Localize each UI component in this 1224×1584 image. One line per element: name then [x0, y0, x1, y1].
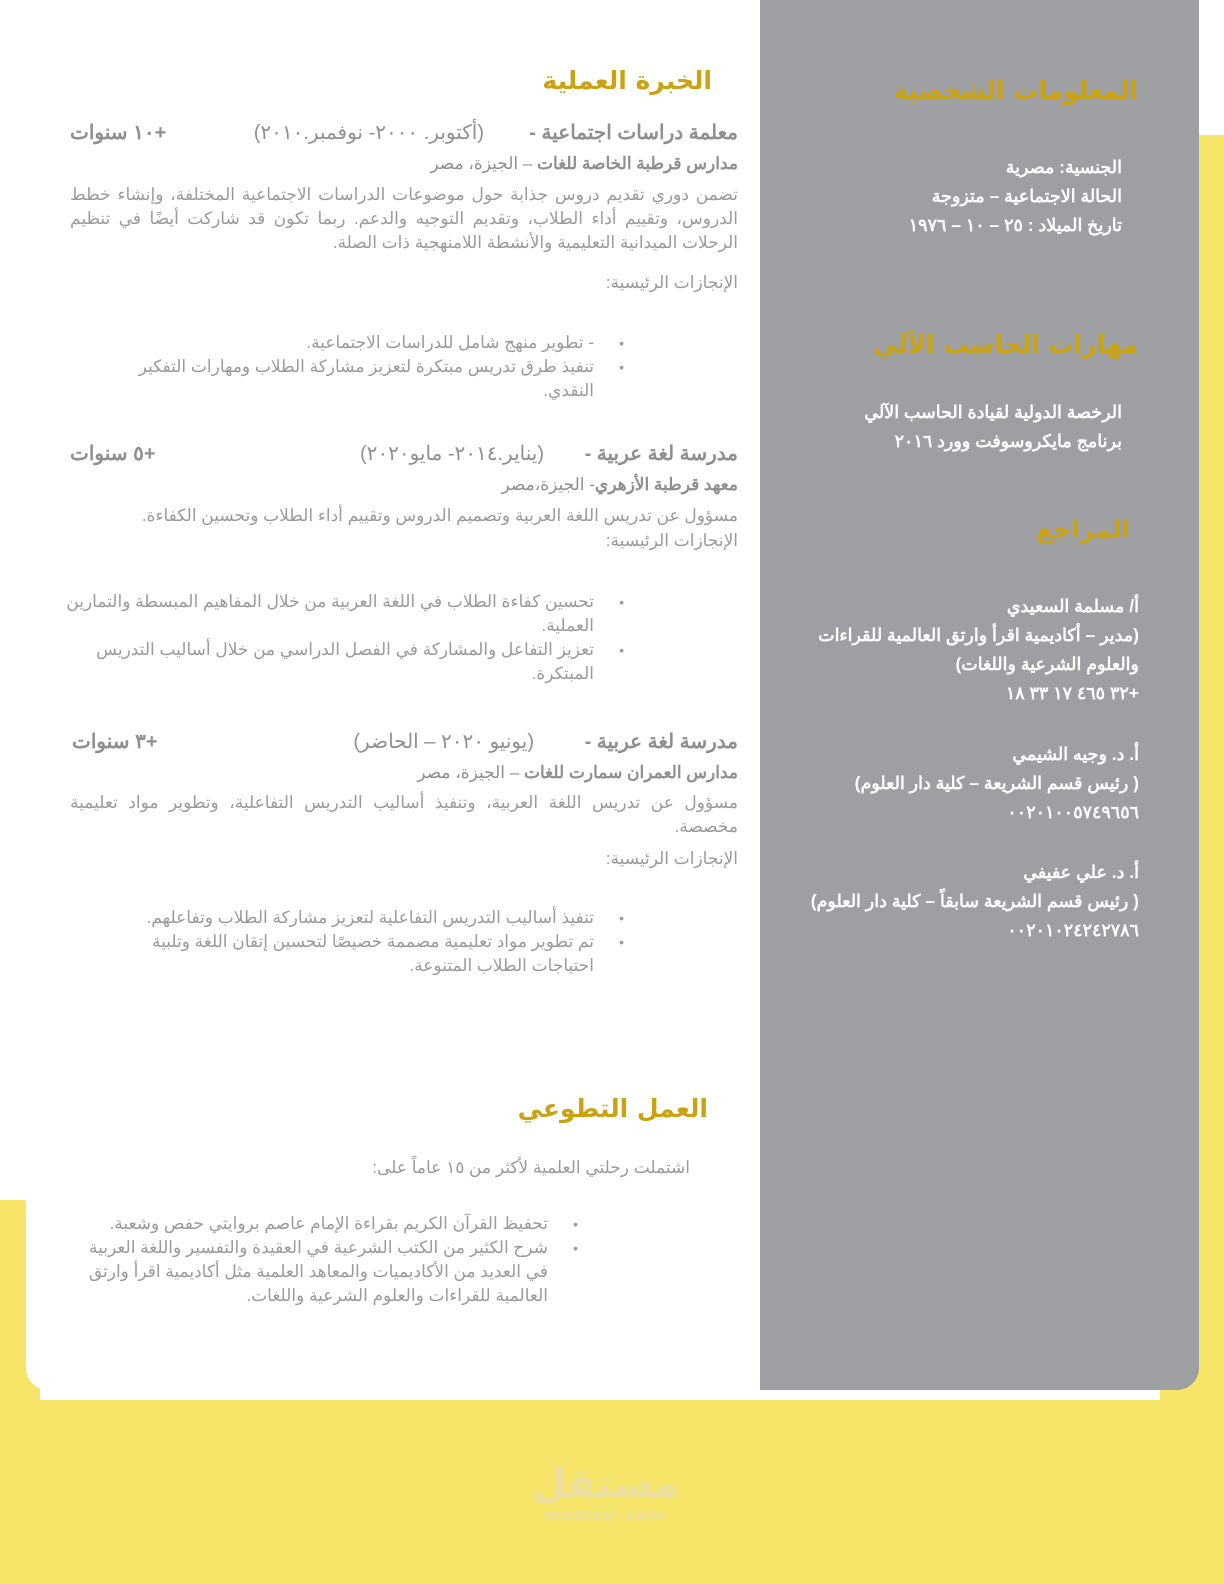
volunteer-list — [72, 1212, 578, 1308]
computer-skill: برنامج مايكروسوفت وورد ٢٠١٦ — [894, 431, 1122, 451]
achievements-list — [100, 906, 624, 978]
reference-name: أ. د. علي عفيفي — [1023, 862, 1139, 882]
list-item — [72, 1236, 578, 1308]
achievements-label: الإنجازات الرئيسية: — [605, 531, 738, 550]
list-item — [54, 638, 624, 686]
volunteer-title: العمل التطوعي — [517, 1094, 708, 1123]
organization-name: معهد قرطبة الأزهري — [594, 475, 738, 494]
watermark-latin: mostaql.com — [545, 1506, 665, 1524]
reference-name: أ. د. وجيه الشيمي — [1012, 744, 1139, 764]
job-period: (يناير.٢٠١٤- مايو٢٠٢٠) — [359, 443, 544, 465]
bullet-icon: • — [619, 594, 624, 610]
bullet-icon: • — [619, 359, 624, 375]
achievements-list — [100, 331, 624, 403]
mostaql-watermark — [525, 1462, 685, 1524]
achievements-label: الإنجازات الرئيسية: — [605, 273, 738, 292]
job-title: مدرسة لغة عربية - — [584, 731, 738, 753]
reference-name: أ/ مسلمة السعيدي — [1006, 596, 1139, 616]
job-organization — [430, 154, 738, 174]
list-item-text: تحسين كفاءة الطلاب في اللغة العربية من خلال المفاهيم المبسطة والتمارين العملية. — [66, 592, 594, 635]
list-item — [100, 930, 624, 978]
reference-role: والعلوم الشرعية واللغات) — [955, 654, 1139, 674]
job-description: تضمن دوري تقديم دروس جذابة حول موضوعات الدراسات الاجتماعية المختلفة، وإنشاء خطط الدروس، وتقييم أداء الطلاب، وتقديم التوجيه والدعم. ربما تكون قد شاركت أيضًا في تنظيم الرحلات الميدانية التعليمية والأنشطة اللامنهجية ذات الصلة. — [70, 185, 738, 252]
list-item-text: - تطوير منهج شامل للدراسات الاجتماعية. — [306, 333, 594, 352]
list-item-text: تم تطوير مواد تعليمية مصممة خصيصًا لتحسين إتقان اللغة وتلبية احتياجات الطلاب المتنوعة. — [151, 932, 594, 975]
organization-name: مدارس قرطبة الخاصة للغات — [537, 154, 738, 173]
watermark-arabic: مستقل — [531, 1461, 679, 1507]
bullet-icon: • — [619, 642, 624, 658]
list-item-text: تنفيذ أساليب التدريس التفاعلية لتعزيز مشاركة الطلاب وتفاعلهم. — [146, 908, 594, 927]
bullet-icon: • — [619, 910, 624, 926]
job-title: مدرسة لغة عربية - — [584, 443, 738, 465]
job-title: معلمة دراسات اجتماعية - — [529, 122, 738, 144]
list-item-text: تنفيذ طرق تدريس مبتكرة لتعزيز مشاركة الطلاب ومهارات التفكير النقدي. — [138, 357, 594, 400]
list-item — [100, 331, 624, 355]
computer-skills-title: مهارات الحاسب الآلي — [872, 330, 1138, 359]
job-organization — [417, 763, 738, 783]
volunteer-intro: اشتملت رحلتي العلمية لأكثر من ١٥ عاماً على: — [372, 1158, 690, 1177]
bullet-icon: • — [573, 1216, 578, 1232]
personal-info-block — [909, 153, 1122, 240]
marital-status: الحالة الاجتماعية – متزوجة — [931, 186, 1122, 206]
reference-role: (مدير – أكاديمية اقرأ وارتق العالمية للقراءات — [818, 625, 1139, 645]
reference-role: ( رئيس قسم الشريعة – كلية دار العلوم) — [854, 773, 1139, 793]
reference-phone: ٠٠٢٠١٠٢٤٢٤٢٧٨٦ — [1007, 920, 1139, 940]
organization-location: – الجيزة، مصر — [430, 154, 538, 173]
reference-3 — [811, 858, 1139, 945]
job-years: +٥ سنوات — [70, 443, 156, 465]
nationality: الجنسية: مصرية — [1005, 157, 1122, 177]
birth-date: تاريخ الميلاد : ٢٥ – ١٠ – ١٩٧٦ — [908, 215, 1122, 235]
list-item — [100, 906, 624, 930]
computer-skill: الرخصة الدولية لقيادة الحاسب الآلي — [864, 402, 1122, 422]
list-item-text: شرح الكثير من الكتب الشرعية في العقيدة والتفسير واللغة العربية في العديد من الأكاديميات والمعاهد العلمية مثل أكاديمية اقرأ وارتق العالمية للقراءات والعلوم الشرعية واللغات. — [88, 1238, 548, 1305]
job-description: مسؤول عن تدريس اللغة العربية وتصميم الدروس وتقييم أداء الطلاب وتحسين الكفاءة. — [141, 506, 738, 525]
reference-phone: ٠٠٢٠١٠٠٥٧٤٩٦٥٦ — [1007, 802, 1139, 822]
list-item-text: تعزيز التفاعل والمشاركة في الفصل الدراسي من خلال أساليب التدريس المبتكرة. — [96, 640, 594, 683]
computer-skills-block — [864, 398, 1122, 456]
organization-location: – الجيزة، مصر — [417, 763, 524, 782]
achievements-list — [54, 590, 624, 686]
bullet-icon: • — [573, 1240, 578, 1256]
job-years: +١٠ سنوات — [70, 122, 167, 144]
job-years: +٣ سنوات — [72, 731, 158, 753]
organization-name: مدارس العمران سمارت للغات — [523, 763, 738, 782]
reference-1 — [818, 592, 1139, 708]
list-item — [100, 355, 624, 403]
job-description: مسؤول عن تدريس اللغة العربية، وتنفيذ أساليب التدريس التفاعلية، وتطوير مواد تعليمية مخصصة. — [70, 793, 738, 836]
list-item — [54, 590, 624, 638]
job-period: (يونيو ٢٠٢٠ – الحاضر) — [353, 731, 534, 753]
list-item — [72, 1212, 578, 1236]
personal-info-title: المعلومات الشخصية — [893, 76, 1138, 105]
list-item-text: تحفيظ القرآن الكريم بقراءة الإمام عاصم بروايتي حفص وشعبة. — [109, 1214, 548, 1233]
job-organization — [502, 475, 738, 495]
achievements-label: الإنجازات الرئيسية: — [605, 849, 738, 868]
reference-phone: +٣٢ ٤٦٥ ١٧ ٣٣ ١٨ — [1005, 683, 1139, 703]
reference-role: ( رئيس قسم الشريعة سابقاً – كلية دار العلوم) — [810, 891, 1139, 911]
job-period: (أكتوبر. ٢٠٠٠- نوفمبر.٢٠١٠) — [253, 122, 484, 144]
organization-location: - الجيزة،مصر — [501, 475, 595, 494]
bullet-icon: • — [619, 934, 624, 950]
bullet-icon: • — [619, 335, 624, 351]
reference-2 — [855, 740, 1139, 827]
references-title: المراجع — [1036, 515, 1130, 544]
experience-title: الخبرة العملية — [542, 66, 712, 95]
